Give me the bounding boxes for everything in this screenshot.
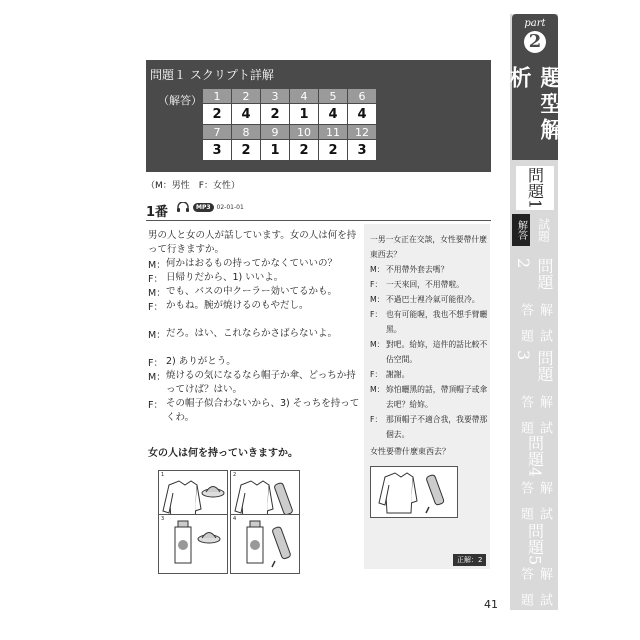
speaker: F： (370, 280, 383, 289)
sunscreen-hat-icon (159, 515, 227, 573)
option-number: 2 (233, 472, 237, 478)
line-text: その帽子似合わないから、3) そっちを持ってくわ。 (166, 398, 360, 423)
question-number: 9 (261, 125, 290, 140)
spacer (148, 313, 360, 327)
spacer (148, 341, 360, 355)
exam-label: 試題 (536, 218, 551, 242)
transcript (148, 229, 360, 425)
speaker: M： (148, 288, 166, 299)
sidebar-item-question-3-answer[interactable] (516, 394, 554, 434)
sidebar-item-question-1[interactable]: 問題1 (516, 166, 554, 210)
speaker: F： (370, 415, 383, 424)
translation-line (370, 367, 488, 382)
line-text: 何かはおるもの持ってかなくていいの？ (166, 258, 338, 269)
transcript-line (148, 257, 360, 271)
option-picture-3[interactable] (158, 514, 228, 574)
question-number: 5 (319, 89, 348, 104)
answer-value: 2 (261, 104, 290, 125)
transcript-line (148, 369, 360, 397)
answer-table (202, 88, 377, 161)
answer-number-row (203, 89, 377, 104)
speaker: M： (370, 385, 385, 394)
sunscreen-umbrella-icon (231, 515, 299, 573)
headphones-icon (176, 202, 190, 212)
correct-answer-badge: 正解：2 (453, 554, 486, 566)
line-text: だろ。はい、これならかさばらないよ。 (166, 328, 338, 339)
question-number: 4 (290, 89, 319, 104)
speaker-legend: （M：男性 F：女性） (146, 181, 240, 191)
answer-value: 4 (348, 104, 377, 125)
translation-line (370, 337, 488, 367)
translation-intro: 一男一女正在交談，女性要帶什麼東西去？ (370, 235, 487, 259)
line-text: 也有可能喔，我也不想手臂曬黑。 (386, 310, 488, 334)
speaker: M： (370, 265, 385, 274)
sidebar-item-question-2[interactable]: 問題2 (514, 258, 554, 290)
speaker: M： (370, 340, 385, 349)
question-number: 10 (290, 125, 319, 140)
translation-question: 女性要帶什麼東西去？ (370, 447, 450, 456)
line-text: 謝謝。 (386, 370, 410, 379)
answer-value: 4 (319, 104, 348, 125)
line-text: 一天來回，不用帶啦。 (386, 280, 464, 289)
audio-track[interactable] (176, 202, 244, 212)
answer-value: 2 (232, 140, 261, 161)
question-number: 11 (319, 125, 348, 140)
exam-label: 試題 (518, 592, 552, 606)
line-text: 對吧。給妳，這件的話比較不佔空間。 (386, 340, 488, 364)
part-tab (512, 14, 558, 66)
section-title: 題型解析 (512, 66, 558, 160)
translation-line (370, 277, 488, 292)
answer-value: 1 (261, 140, 290, 161)
transcript-line (148, 271, 360, 285)
speaker: F： (148, 358, 163, 369)
line-text: 不用帶外套去嗎？ (386, 265, 449, 274)
translation-line (370, 412, 488, 442)
question-title: 1番 (146, 205, 169, 220)
question-number: 6 (348, 89, 377, 104)
answer-label: 解答 (518, 394, 552, 408)
answer-value: 2 (290, 140, 319, 161)
header-title: 問題１ スクリプト詳解 (150, 68, 274, 82)
sidebar-item-question-3[interactable]: 問題3 (514, 350, 554, 382)
transcript-line (148, 299, 360, 313)
option-number: 4 (233, 516, 237, 522)
answer-value: 1 (290, 104, 319, 125)
exam-label: 試題 (518, 420, 552, 434)
line-text: 妳怕曬黑的話，帶頂帽子或傘去吧？給妳。 (386, 385, 488, 409)
sidebar-item-question-4[interactable]: 問題4 (525, 434, 545, 478)
answer-value: 3 (348, 140, 377, 161)
option-picture-4[interactable] (230, 514, 300, 574)
answer-number-row (203, 125, 377, 140)
answer-value-row (203, 104, 377, 125)
speaker: F： (370, 310, 383, 319)
mp3-badge: MP3 (193, 203, 214, 212)
speaker: M： (148, 330, 166, 341)
line-text: 那頂帽子不適合我，我要帶那個去。 (386, 415, 488, 439)
speaker: F： (148, 302, 163, 313)
line-text: 不過巴士裡冷氣可能很冷。 (386, 295, 480, 304)
part-number: 2 (524, 31, 546, 53)
speaker: M： (148, 260, 166, 271)
transcript-line (148, 327, 360, 341)
track-code: 02-01-01 (216, 203, 244, 211)
transcript-line (148, 355, 360, 369)
line-text: でも、バスの中クーラー効いてるかも。 (166, 286, 338, 297)
divider (146, 220, 491, 221)
option-number: 1 (161, 472, 165, 478)
speaker: M： (370, 295, 385, 304)
speaker: F： (148, 400, 163, 411)
line-text: 日帰りだから、1) いいよ。 (166, 272, 284, 283)
sidebar-item-question-1-answer[interactable] (512, 214, 558, 246)
answer-value-row (203, 140, 377, 161)
answer-value: 2 (203, 104, 232, 125)
correct-answer-picture (370, 466, 458, 518)
jacket-umbrella-icon (371, 467, 457, 517)
speaker: F： (370, 370, 383, 379)
answer-label: 解答 (512, 214, 530, 246)
transcript-line (148, 285, 360, 299)
sidebar-item-question-5[interactable]: 問題5 (525, 522, 545, 566)
translation-line (370, 382, 488, 412)
exam-label: 試題 (518, 328, 552, 342)
question-number: 1 (203, 89, 232, 104)
sidebar-item-question-2-answer[interactable] (516, 302, 554, 342)
speaker: M： (148, 372, 166, 383)
answer-value: 4 (232, 104, 261, 125)
question-number: 2 (232, 89, 261, 104)
line-text: 焼けるの気になるなら帽子か傘、どっちか持ってけば？はい。 (166, 370, 356, 395)
question-number: 12 (348, 125, 377, 140)
question-number: 3 (261, 89, 290, 104)
page-number: 41 (484, 598, 498, 611)
transcript-intro: 男の人と女の人が話しています。女の人は何を持って行きますか。 (148, 230, 357, 255)
translation-line (370, 307, 488, 337)
line-text: かもね。腕が焼けるのもやだし。 (166, 300, 309, 311)
translation-line (370, 292, 488, 307)
translation-line (370, 262, 488, 277)
part-word: part (524, 18, 546, 29)
answer-value: 3 (203, 140, 232, 161)
sidebar-item-question-4-answer[interactable] (516, 480, 554, 520)
answer-label: 解答 (518, 566, 552, 580)
answer-label: 解答 (518, 480, 552, 494)
answer-label: 解答 (518, 302, 552, 316)
exam-label: 試題 (518, 506, 552, 520)
question-number: 7 (203, 125, 232, 140)
question-text: 女の人は何を持っていきますか。 (148, 448, 298, 459)
option-number: 3 (161, 516, 165, 522)
line-text: 2) ありがとう。 (166, 356, 236, 367)
answer-label: （解答） (158, 94, 202, 107)
speaker: F： (148, 274, 163, 285)
sidebar-item-question-5-answer[interactable] (516, 566, 554, 606)
answer-value: 2 (319, 140, 348, 161)
translation-lines (370, 232, 488, 442)
transcript-line (148, 397, 360, 425)
question-number: 8 (232, 125, 261, 140)
